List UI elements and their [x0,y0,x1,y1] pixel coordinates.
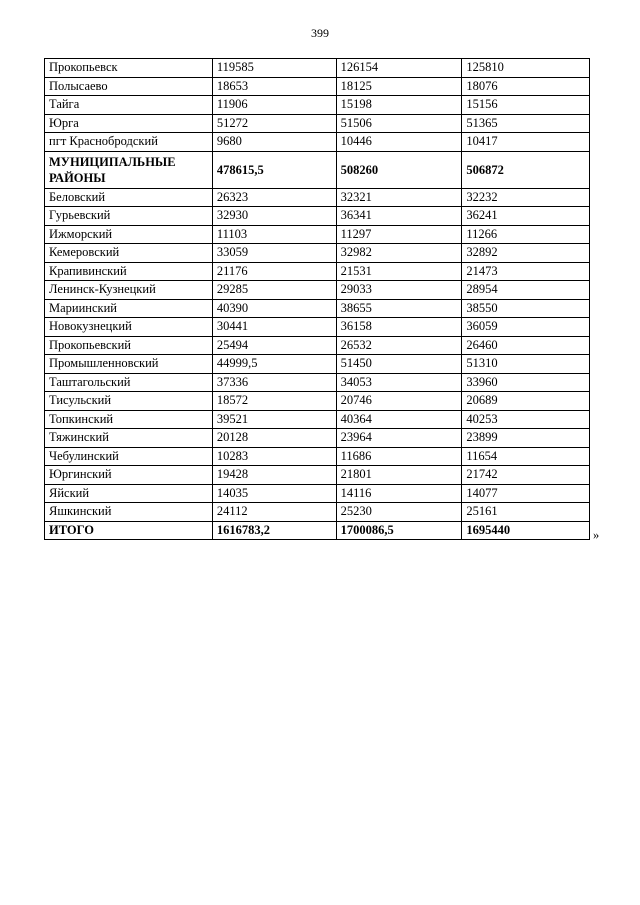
row-value-1-cell: 20128 [212,429,336,448]
row-name-cell: МУНИЦИПАЛЬНЫЕ РАЙОНЫ [45,151,213,188]
row-value-1-cell: 11103 [212,225,336,244]
row-value-3-cell: 26460 [462,336,590,355]
table-row [45,96,590,115]
section-header-row [45,151,590,188]
table-body [45,59,590,540]
row-value-1-cell: 478615,5 [212,151,336,188]
row-value-3-cell: 51310 [462,355,590,374]
row-name-cell: Прокопьевский [45,336,213,355]
row-value-2-cell: 25230 [336,503,462,522]
row-name-cell: Яшкинский [45,503,213,522]
row-value-2-cell: 14116 [336,484,462,503]
row-value-1-cell: 18653 [212,77,336,96]
row-value-1-cell: 25494 [212,336,336,355]
row-value-3-cell: 18076 [462,77,590,96]
row-name-cell: Кемеровский [45,244,213,263]
row-value-3-cell: 1695440 [462,521,590,540]
row-value-2-cell: 29033 [336,281,462,300]
table-row [45,244,590,263]
row-value-3-cell: 25161 [462,503,590,522]
row-name-cell: Чебулинский [45,447,213,466]
row-value-3-cell: 11654 [462,447,590,466]
table-row [45,114,590,133]
row-value-3-cell: 125810 [462,59,590,78]
table-row [45,336,590,355]
table-row [45,392,590,411]
row-value-3-cell: 14077 [462,484,590,503]
row-value-2-cell: 21531 [336,262,462,281]
table-row [45,59,590,78]
row-value-3-cell: 28954 [462,281,590,300]
row-name-cell: Тяжинский [45,429,213,448]
row-value-3-cell: 21742 [462,466,590,485]
table-row [45,133,590,152]
row-name-cell: Тисульский [45,392,213,411]
row-value-1-cell: 11906 [212,96,336,115]
table-row [45,484,590,503]
row-value-3-cell: 506872 [462,151,590,188]
row-value-1-cell: 18572 [212,392,336,411]
row-value-1-cell: 1616783,2 [212,521,336,540]
row-value-1-cell: 30441 [212,318,336,337]
table-row [45,410,590,429]
table-row [45,429,590,448]
row-name-cell: Топкинский [45,410,213,429]
row-value-1-cell: 44999,5 [212,355,336,374]
row-value-3-cell: 40253 [462,410,590,429]
row-name-cell: Юрга [45,114,213,133]
row-value-2-cell: 11297 [336,225,462,244]
row-name-cell: Таштагольский [45,373,213,392]
row-value-1-cell: 37336 [212,373,336,392]
row-value-3-cell: 11266 [462,225,590,244]
row-value-2-cell: 23964 [336,429,462,448]
row-value-2-cell: 11686 [336,447,462,466]
row-name-cell: Яйский [45,484,213,503]
row-name-cell: Мариинский [45,299,213,318]
table-row [45,373,590,392]
table-row [45,466,590,485]
row-name-cell: пгт Краснобродский [45,133,213,152]
row-value-2-cell: 21801 [336,466,462,485]
row-value-1-cell: 10283 [212,447,336,466]
row-value-3-cell: 38550 [462,299,590,318]
row-name-cell: Новокузнецкий [45,318,213,337]
table-row [45,77,590,96]
row-value-1-cell: 19428 [212,466,336,485]
closing-quote-mark: » [593,528,600,542]
table-row [45,299,590,318]
row-name-cell: Прокопьевск [45,59,213,78]
row-name-cell: Тайга [45,96,213,115]
row-value-3-cell: 21473 [462,262,590,281]
table-row [45,188,590,207]
row-value-1-cell: 26323 [212,188,336,207]
row-value-2-cell: 36158 [336,318,462,337]
row-value-3-cell: 33960 [462,373,590,392]
row-value-1-cell: 32930 [212,207,336,226]
row-value-3-cell: 10417 [462,133,590,152]
row-name-cell: Гурьевский [45,207,213,226]
table-row [45,207,590,226]
row-value-3-cell: 36241 [462,207,590,226]
row-value-1-cell: 40390 [212,299,336,318]
row-value-1-cell: 21176 [212,262,336,281]
row-value-3-cell: 15156 [462,96,590,115]
row-name-cell: Ижморский [45,225,213,244]
row-value-1-cell: 39521 [212,410,336,429]
row-value-2-cell: 32321 [336,188,462,207]
row-value-2-cell: 15198 [336,96,462,115]
row-value-3-cell: 51365 [462,114,590,133]
row-value-1-cell: 9680 [212,133,336,152]
total-row [45,521,590,540]
row-value-2-cell: 51506 [336,114,462,133]
row-value-1-cell: 14035 [212,484,336,503]
row-value-3-cell: 20689 [462,392,590,411]
budget-table [44,58,590,540]
row-value-1-cell: 29285 [212,281,336,300]
table-row [45,262,590,281]
table-row [45,503,590,522]
row-value-2-cell: 1700086,5 [336,521,462,540]
row-value-1-cell: 51272 [212,114,336,133]
table-row [45,447,590,466]
row-value-1-cell: 33059 [212,244,336,263]
row-name-cell: Ленинск-Кузнецкий [45,281,213,300]
row-value-2-cell: 18125 [336,77,462,96]
page-number: 399 [311,26,329,40]
table-row [45,355,590,374]
row-name-cell: Полысаево [45,77,213,96]
row-name-cell: ИТОГО [45,521,213,540]
row-value-1-cell: 24112 [212,503,336,522]
row-value-3-cell: 32232 [462,188,590,207]
row-name-cell: Крапивинский [45,262,213,281]
row-value-3-cell: 32892 [462,244,590,263]
table-row [45,318,590,337]
row-value-2-cell: 36341 [336,207,462,226]
row-value-3-cell: 36059 [462,318,590,337]
table-row [45,281,590,300]
row-value-2-cell: 40364 [336,410,462,429]
row-value-2-cell: 508260 [336,151,462,188]
row-value-2-cell: 34053 [336,373,462,392]
table-row [45,225,590,244]
row-name-cell: Промышленновский [45,355,213,374]
row-value-2-cell: 32982 [336,244,462,263]
row-value-2-cell: 10446 [336,133,462,152]
row-value-2-cell: 126154 [336,59,462,78]
row-value-2-cell: 38655 [336,299,462,318]
row-value-2-cell: 51450 [336,355,462,374]
row-name-cell: Беловский [45,188,213,207]
row-value-1-cell: 119585 [212,59,336,78]
row-value-2-cell: 20746 [336,392,462,411]
row-value-3-cell: 23899 [462,429,590,448]
row-value-2-cell: 26532 [336,336,462,355]
row-name-cell: Юргинский [45,466,213,485]
